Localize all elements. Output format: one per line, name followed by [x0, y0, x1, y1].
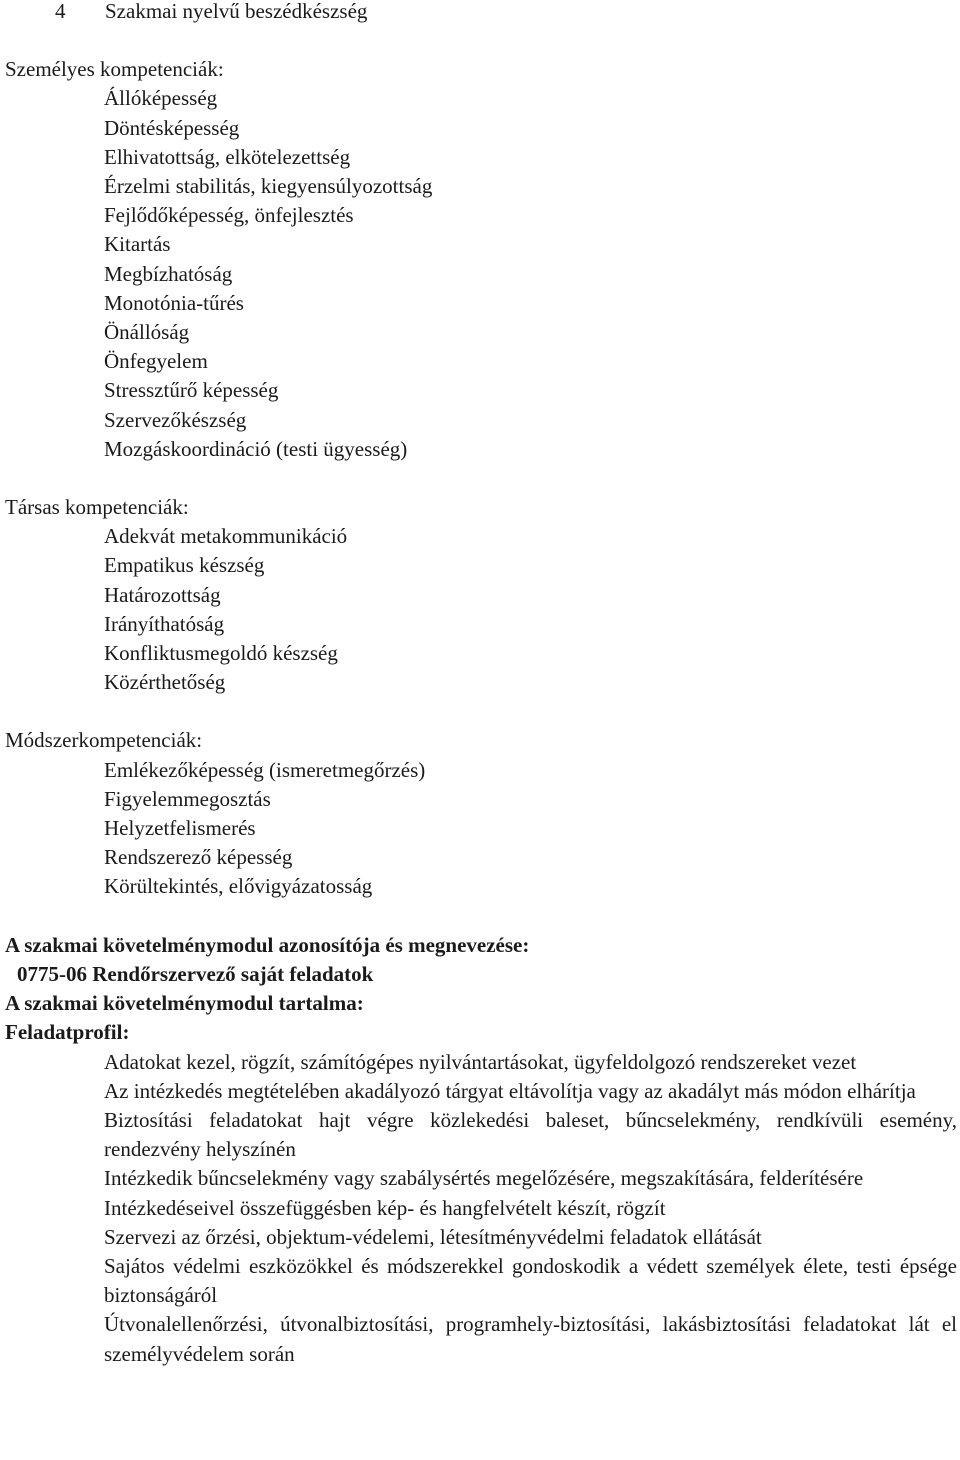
list-item: Fejlődőképesség, önfejlesztés: [104, 203, 354, 228]
module-id-heading: A szakmai követelménymodul azonosítója és megnevezése:: [5, 932, 530, 957]
section-social-competencies: [5, 493, 957, 697]
list-item: Szervezőkészség: [104, 407, 247, 432]
list-item: Közérthetőség: [104, 670, 226, 695]
profile-list: [5, 1048, 957, 1369]
list-item: Stressztűrő képesség: [104, 378, 279, 403]
section-method-competencies: [5, 726, 957, 901]
section-title: Társas kompetenciák:: [5, 495, 189, 520]
list-item: Konfliktusmegoldó készség: [104, 641, 338, 666]
list-item: Döntésképesség: [104, 115, 240, 140]
list-item: Emlékezőképesség (ismeretmegőrzés): [104, 757, 426, 782]
list-item: Adekvát metakommunikáció: [104, 524, 348, 549]
list-item: Mozgáskoordináció (testi ügyesség): [104, 436, 408, 461]
list-item: Önállóság: [104, 320, 190, 345]
skill-title: Szakmai nyelvű beszédkészség: [105, 0, 368, 23]
list-item: Elhivatottság, elkötelezettség: [104, 144, 351, 169]
profile-item: Adatokat kezel, rögzít, számítógépes nyilvántartásokat, ügyfeldolgozó rendszereket vezet: [104, 1049, 857, 1074]
module-content-heading: A szakmai követelménymodul tartalma:: [5, 991, 364, 1016]
section-personal-competencies: [5, 55, 957, 464]
list-item: Körültekintés, elővigyázatosság: [104, 874, 373, 899]
profile-item: Útvonalellenőrzési, útvonalbiztosítási, programhely-biztosítási, lakásbiztosítási feladatokat lát el személyvédelem során: [104, 1312, 957, 1366]
list-item: Helyzetfelismerés: [104, 816, 256, 841]
document-page: [5, 0, 957, 1369]
profile-item: Szervezi az őrzési, objektum-védelemi, létesítményvédelmi feladatok ellátását: [104, 1224, 762, 1249]
section-title: Személyes kompetenciák:: [5, 57, 224, 82]
list-item: Irányíthatóság: [104, 611, 225, 636]
skill-number: 4: [55, 0, 66, 23]
list-item: Empatikus készség: [104, 553, 265, 578]
module-block: [5, 931, 957, 1369]
list-item: Állóképesség: [104, 86, 218, 111]
module-code-name: 0775-06 Rendőrszervező saját feladatok: [17, 961, 374, 986]
list-item: Határozottság: [104, 582, 221, 607]
profile-item: Biztosítási feladatokat hajt végre közlekedési baleset, bűncselekmény, rendkívüli esemény, rendezvény helyszínén: [104, 1107, 957, 1162]
profile-item: Intézkedéseivel összefüggésben kép- és hangfelvételt készít, rögzít: [104, 1195, 666, 1220]
profile-item: Sajátos védelmi eszközökkel és módszerekkel gondoskodik a védett személyek élete, testi épsége biztonságáról: [104, 1253, 957, 1308]
list-item: Rendszerező képesség: [104, 845, 293, 870]
profile-item: Az intézkedés megtételében akadályozó tárgyat eltávolítja vagy az akadályt más módon elhárítja: [104, 1078, 916, 1103]
profile-item: Intézkedik bűncselekmény vagy szabálysértés megelőzésére, megszakítására, felderítésére: [104, 1166, 864, 1191]
competency-list: [5, 522, 957, 697]
section-title: Módszerkompetenciák:: [5, 728, 203, 753]
list-item: Önfegyelem: [104, 349, 208, 374]
list-item: Érzelmi stabilitás, kiegyensúlyozottság: [104, 174, 433, 199]
list-item: Figyelemmegosztás: [104, 786, 271, 811]
competency-list: [5, 84, 957, 464]
skill-line: [5, 0, 957, 26]
profile-heading: Feladatprofil:: [5, 1020, 130, 1045]
competency-list: [5, 756, 957, 902]
list-item: Megbízhatóság: [104, 261, 233, 286]
list-item: Monotónia-tűrés: [104, 290, 244, 315]
list-item: Kitartás: [104, 232, 171, 257]
